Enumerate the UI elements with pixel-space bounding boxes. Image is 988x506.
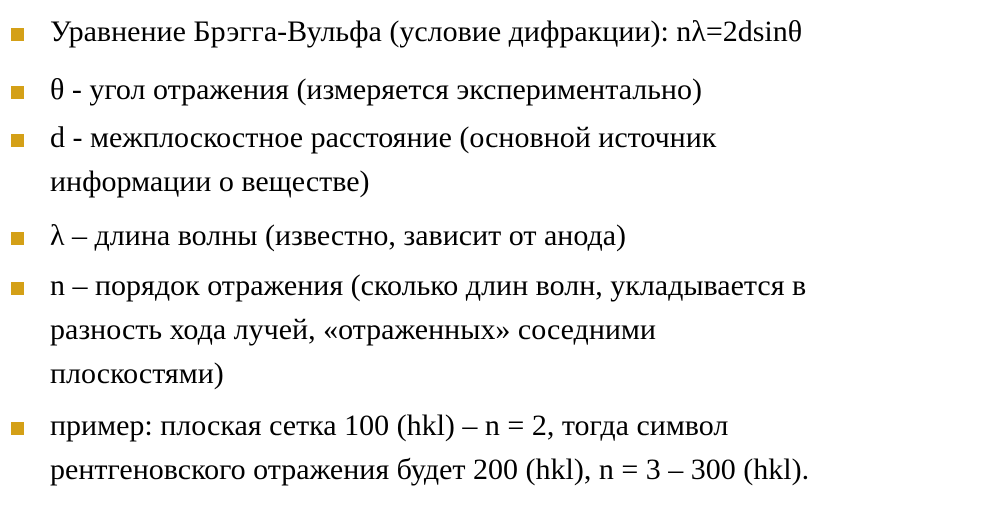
bullet-line: информации о веществе) [50, 165, 370, 198]
bullet-line: d - межплоскостное расстояние (основной источник [50, 121, 717, 154]
bullet-line: θ - угол отражения (измеряется экспериментально) [50, 73, 702, 106]
bullet-text [50, 264, 980, 396]
square-bullet-icon [11, 86, 24, 99]
bullet-line: Уравнение Брэгга-Вульфа (условие дифракции): nλ=2dsinθ [50, 15, 803, 48]
bullet-line: пример: плоская сетка 100 (hkl) – n = 2, тогда символ [50, 409, 729, 442]
bullet-line: рентгеновского отражения будет 200 (hkl), n = 3 – 300 (hkl). [50, 453, 810, 486]
square-bullet-icon [11, 232, 24, 245]
bullet-line: разность хода лучей, «отраженных» соседними [50, 313, 656, 346]
square-bullet-icon [11, 28, 24, 41]
square-bullet-icon [11, 282, 24, 295]
bullet-line: λ – длина волны (известно, зависит от анода) [50, 219, 627, 252]
bullet-text [50, 404, 980, 492]
bullet-text [50, 214, 980, 258]
bullet-text [50, 10, 980, 54]
bullet-text [50, 68, 980, 112]
bullet-line: n – порядок отражения (сколько длин волн, укладывается в [50, 269, 807, 302]
bullet-text [50, 116, 980, 204]
bullet-line: плоскостями) [50, 357, 224, 390]
square-bullet-icon [11, 422, 24, 435]
square-bullet-icon [11, 134, 24, 147]
